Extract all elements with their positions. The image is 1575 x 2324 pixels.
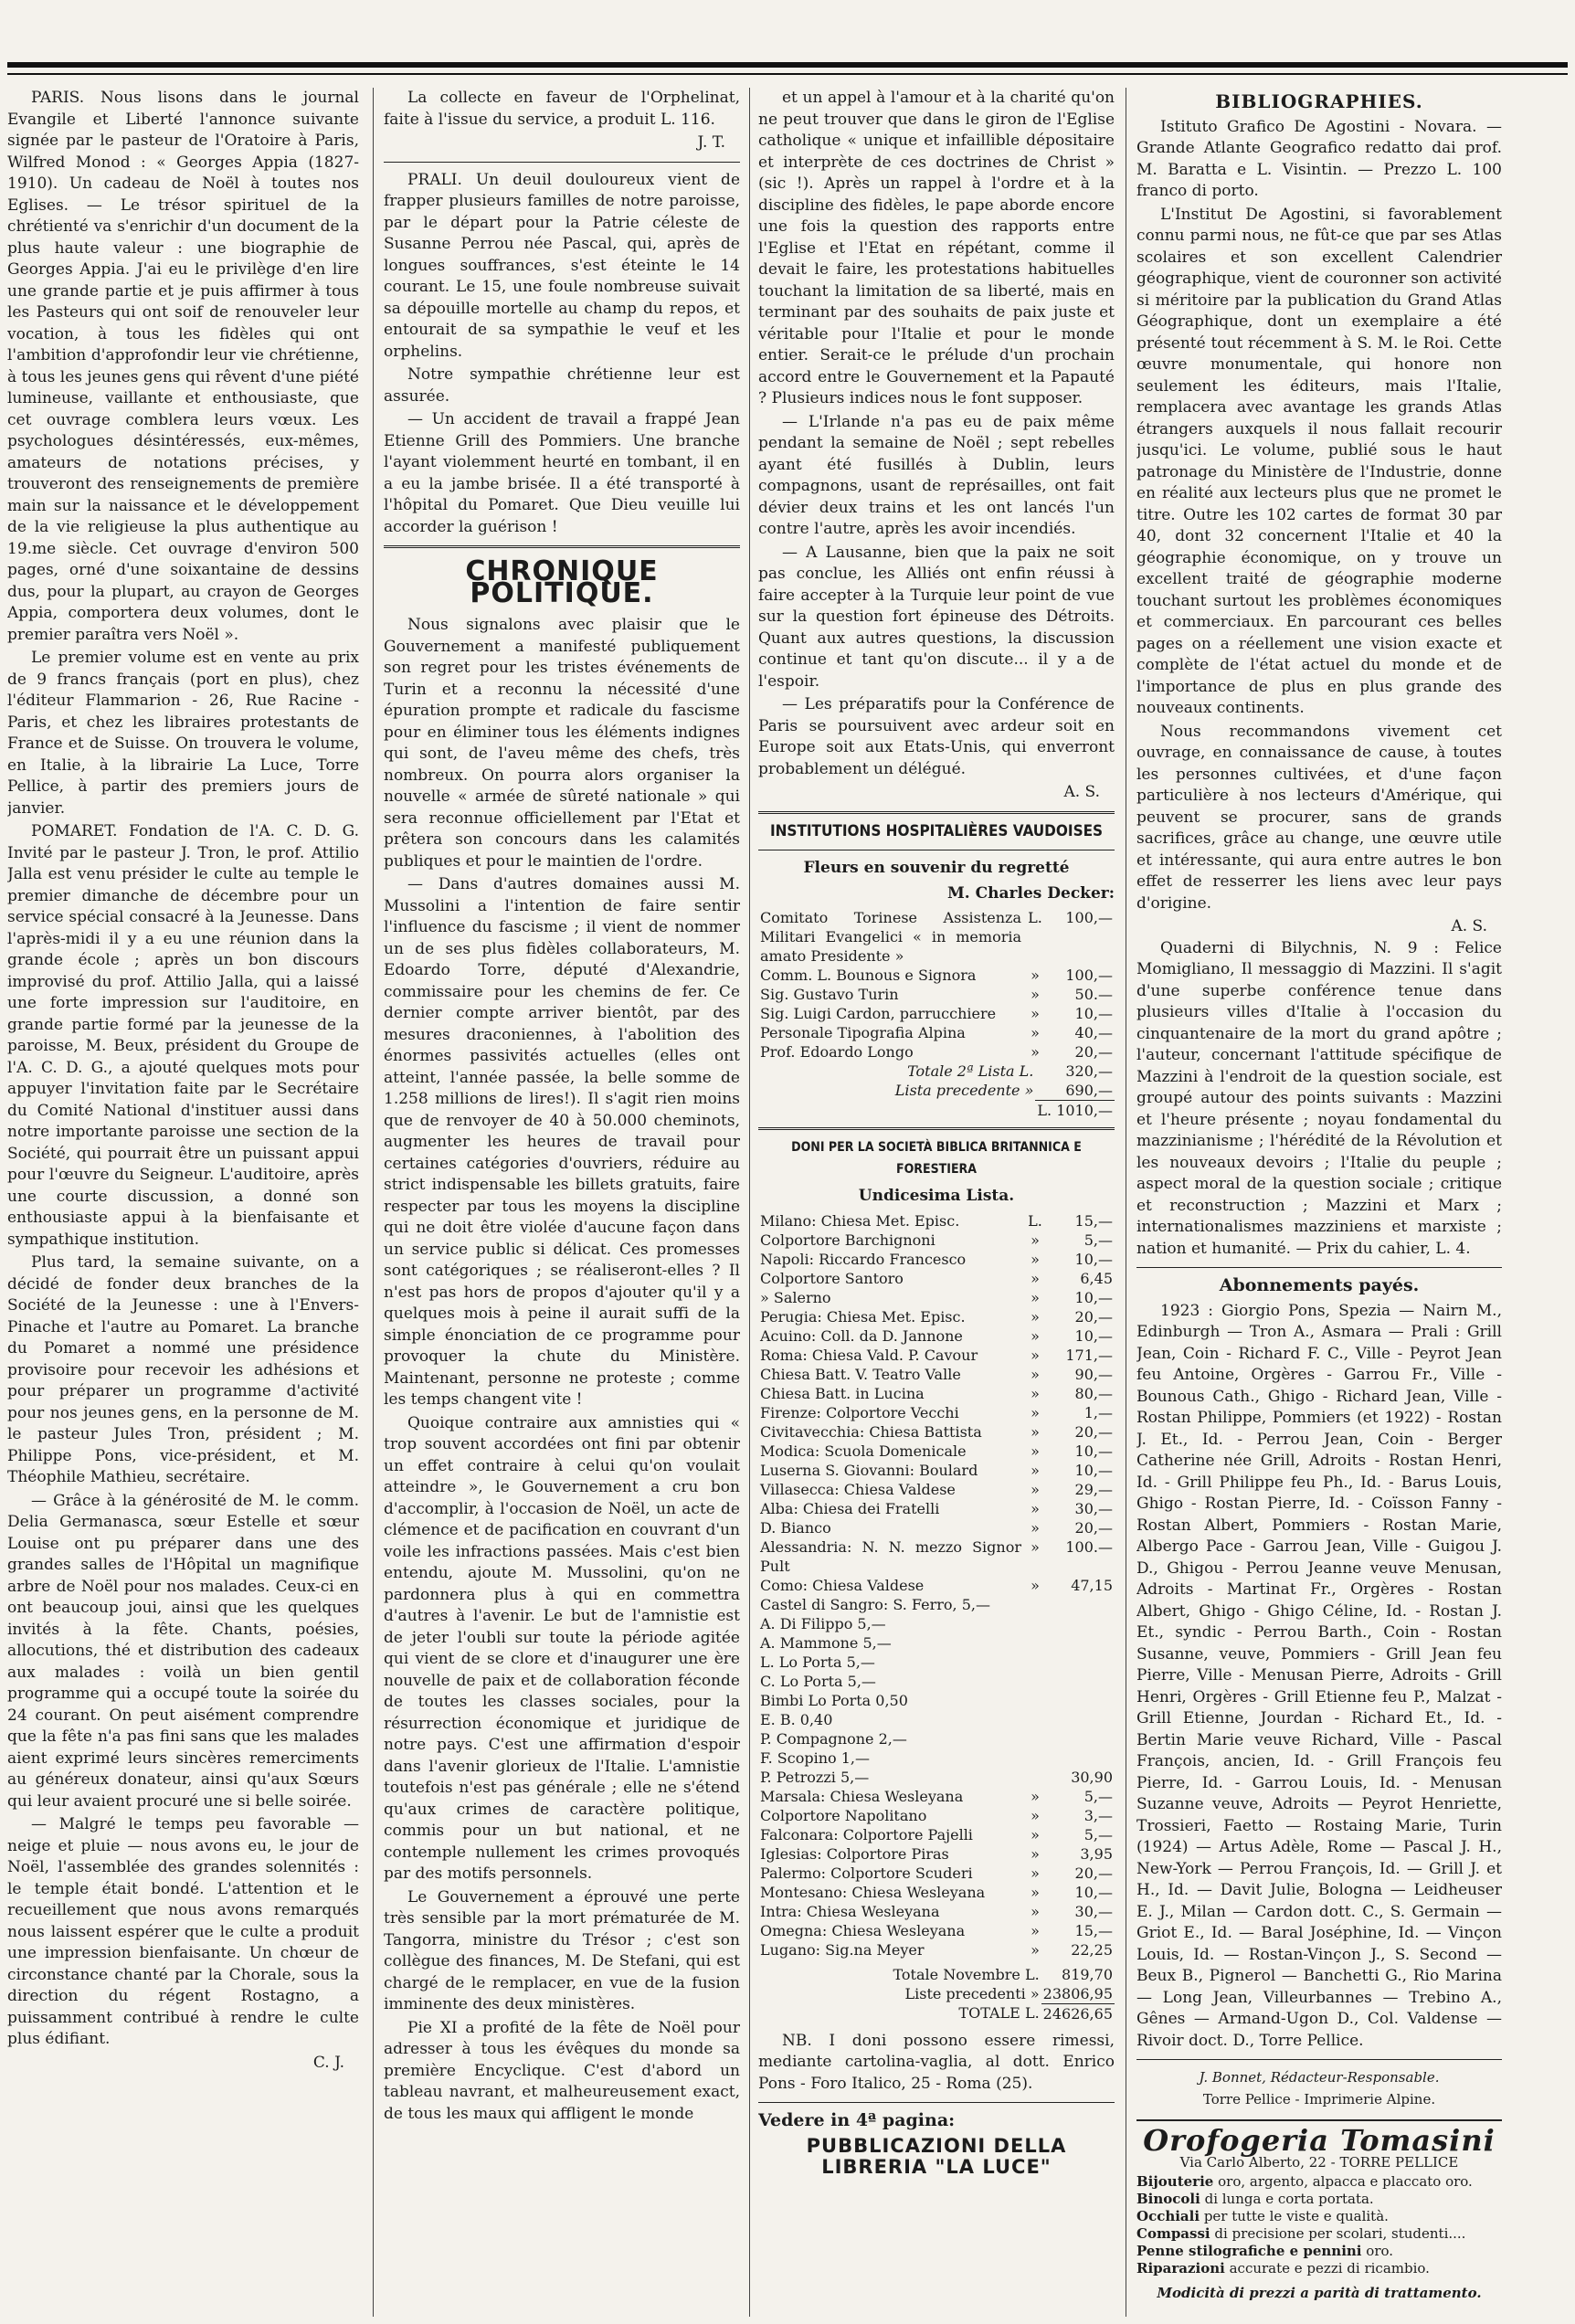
list-item: [758, 1042, 1115, 1062]
divider: [758, 811, 1115, 814]
list-item-unit: [1023, 1653, 1047, 1672]
list-item: [758, 1806, 1115, 1825]
list-item-unit: »: [1031, 1461, 1040, 1479]
divider: [384, 545, 740, 548]
list-item-amount: 30,90: [1071, 1768, 1113, 1786]
list-item-unit: »: [1031, 1883, 1040, 1901]
list-item: [758, 1940, 1115, 1960]
list-item-amount: 100.—: [1065, 1537, 1113, 1556]
biblio-para-2: Nous recommandons vivement cet ouvrage, en connaissance de cause, à toutes les personnes cultivées, et d'une façon particulière à nos lecteurs d'Amérique, qui peuvent se procurer, sans de grands sacrifices, grâce au change, une œuvre utile et intéressante, qui aura entre autres le bon effet de resserrer les liens avec leur pays d'origine.: [1136, 722, 1502, 913]
signature-cj: C. J.: [312, 2053, 344, 2072]
chronique-para-5: Pie XI a profité de la fête de Noël pour adresser à tous les évêques du monde sa première Encyclique. C'est d'abord un tableau navrant, et malheureusement exact, de tous les maux qui affligent le monde: [384, 2018, 740, 2123]
prec-value: 690,—: [1065, 1082, 1113, 1099]
list-item-unit: [1023, 1748, 1047, 1768]
ad-line-text: oro.: [1361, 2243, 1394, 2259]
chronique-para-2: — Dans d'autres domaines aussi M. Mussolini a l'intention de faire sentir l'influence du fascisme ; il vient de nommer un de ses plus fidèles collaborateurs, M. Edoardo Torre, député d'Alexandrie, commissaire pour les chemins de fer. Ce dernier compte arriver bientôt, par des mesures draconiennes, à l'abolition des énormes passivités actuelles (elles ont atteint, l'année passée, la belle somme de 1.258 millions de lires!). Il s'agit rien moins que de renvoyer de 40 à 50.000 cheminots, augmenter les heures de travail pour certaines catégories d'ouvriers, réduire au strict indispensable les billets gratuits, faire respecter par tous les moyens la discipline qui ne doit être violée d'aucune façon dans un service public si délicat. Ces promesses sont catégoriques ; se réaliseront-elles ? Il n'est pas hors de propos d'ajouter qu'il y a quelques mois à peine il aurait suffi de la simple énonciation de ce programme pour provoquer la chute du Ministère. Maintenant, personne ne proteste ; comme les temps changent vite !: [384, 875, 740, 1409]
chronique-cont-3: — A Lausanne, bien que la paix ne soit pas conclue, les Alliés ont enfin réussi à faire accepter à la Turquie leur point de vue sur la question fort épineuse des Détroits. Quant aux autres questions, la discussion continue et tant qu'on discute... il y a de l'espoir.: [758, 543, 1115, 691]
list-item-name: Marsala: Chiesa Wesleyana: [760, 1787, 964, 1805]
list-item-unit: »: [1031, 1043, 1040, 1061]
list-item-name: Colportore Barchignoni: [760, 1231, 935, 1249]
list-item-name: » Salerno: [760, 1288, 831, 1306]
list-item-name: Villasecca: Chiesa Valdese: [760, 1480, 956, 1498]
list-item: [758, 1480, 1115, 1499]
list-item-name: Castel di Sangro: S. Ferro, 5,—: [760, 1595, 990, 1613]
list-item: [758, 966, 1115, 985]
list-item-amount: 80,—: [1074, 1384, 1113, 1402]
column-separator: [749, 88, 750, 2317]
list-item-amount: 5,—: [1083, 1231, 1113, 1249]
list-item-amount: 50.—: [1074, 986, 1113, 1003]
list-item-name: Perugia: Chiesa Met. Episc.: [760, 1307, 966, 1326]
fleurs-name: M. Charles Decker:: [946, 883, 1115, 903]
ad-line: [1136, 2191, 1502, 2208]
list-item: [758, 1499, 1115, 1518]
list-item-name: A. Di Filippo 5,—: [760, 1614, 886, 1632]
list-item-amount: 10,—: [1074, 1442, 1113, 1460]
list-item-unit: L.: [1028, 909, 1042, 926]
list-item-name: D. Bianco: [760, 1518, 831, 1537]
list-item: [758, 1422, 1115, 1442]
list-item-unit: L.: [1028, 1211, 1042, 1230]
list-item-name: L. Lo Porta 5,—: [760, 1653, 875, 1671]
list-item: [758, 1442, 1115, 1461]
list-item-amount: 171,—: [1065, 1346, 1113, 1364]
ad-line: [1136, 2208, 1502, 2225]
ad-footer: Modicità di prezzi a parità di trattamento.: [1157, 2285, 1482, 2301]
heading-chronique: CHRONIQUE POLITIQUE.: [465, 555, 659, 609]
biblio-para-1: L'Institut De Agostini, si favorablement connu parmi nous, ne fût-ce que par ses Atlas scolaires et son excellent Calendrier géographique, vient de couronner son activité si méritoire par la publication du Grand Atlas Géographique, dont un exemplaire a été présenté tout récemment à S. M. le Roi. Cette œuvre monumentale, qui honore non seulement les éditeurs, mais l'Italie, remplacera avec avantage les grands Atlas étrangers auxquels il nous fallait recourir jusqu'ici. Le volume, publié sous le haut patronage du Ministère de l'Industrie, donne en réalité aux lecteurs plus que ne promet le titre. Outre les 102 cartes de format 30 par 40, dont 32 concernent l'Italie et 40 la géographie économique, on y trouve un excellent traité de géographie moderne touchant surtout les problèmes économiques et commerciaux. En parcourant ces belles pages on a réellement une vision exacte et complète de l'état actuel du monde et de l'importance de plus en plus grande des nouveaux continents.: [1136, 205, 1502, 717]
divider: [758, 2102, 1115, 2103]
chronique-cont-1: et un appel à l'amour et à la charité qu'on ne peut trouver que dans le giron de l'Eglise catholique « unique et infaillible dépositaire et interprète de ces doctrines de Christ » (sic !). Après un rappel à l'ordre et à la discipline des fidèles, le pape aborde encore une fois la question des rapports entre l'Eglise et l'Etat en répétant, comme il devait le faire, les protestations habituelles touchant la limitation de sa liberté, mais en terminant par des souhaits de paix juste et véritable pour l'Italie et pour le monde entier. Serait-ce le prélude d'un prochain accord entre le Gouvernement et la Papauté ? Plusieurs indices nous le font supposer.: [758, 89, 1115, 407]
list-item-name: Comm. L. Bounous e Signora: [760, 967, 977, 984]
list-item-amount: 10,—: [1074, 1461, 1113, 1479]
list-item: [758, 1768, 1115, 1787]
ad-line: [1136, 2173, 1502, 2191]
fleurs-heading: Fleurs en souvenir du regretté: [803, 859, 1070, 877]
divider: [384, 162, 740, 163]
list-item: [758, 1288, 1115, 1307]
list-item-unit: [1023, 1633, 1047, 1653]
list-item-name: Sig. Luigi Cardon, parrucchiere: [760, 1005, 997, 1022]
list-item-amount: 20,—: [1074, 1307, 1113, 1326]
list-item-amount: 20,—: [1074, 1043, 1113, 1061]
list-item-unit: »: [1031, 986, 1040, 1003]
column-2: [384, 88, 740, 2317]
list-item-amount: 1,—: [1083, 1403, 1113, 1421]
ad-line-key: Penne stilografiche e pennini: [1136, 2243, 1362, 2259]
ad-line-text: accurate e pezzi di ricambio.: [1224, 2260, 1430, 2276]
ad-line-text: di lunga e corta portata.: [1200, 2191, 1374, 2207]
list-item: [758, 1461, 1115, 1480]
redacteur-line: J. Bonnet, Rédacteur-Responsable.: [1199, 2069, 1440, 2086]
list-item: [758, 1269, 1115, 1288]
imprimerie-line: Torre Pellice - Imprimerie Alpine.: [1202, 2090, 1436, 2107]
heading-institutions: INSTITUTIONS HOSPITALIÈRES VAUDOISES: [769, 821, 1104, 840]
article-paris: PARIS. Nous lisons dans le journal Evangile et Liberté l'annonce suivante signée par le pasteur de l'Oratoire à Paris, Wilfred Monod : « Georges Appia (1827-1910). Un cadeau de Noël à toutes nos Eglises. — Le trésor spirituel de la chrétienté va s'enrichir d'un document de la plus haute valeur : une biographie de Georges Appia. J'ai eu le privilège d'en lire une grande partie et je puis affirmer à tous les Pasteurs qui ont soif de renouveler leur vocation, à tous les fidèles qui ont l'ambition d'approfondir leur vie chrétienne, à tous les jeunes gens qui rêvent d'une piété lumineuse, vaillante et enthousiaste, que cet ouvrage comblera leurs vœux. Les psychologues désintéressés, eux-mêmes, amateurs de notations précises, y trouveront des renseignements de première main sur la naissance et le développement de la vie religieuse la plus authentique au 19.me siècle. Cet ouvrage d'environ 500 pages, orné d'une soixantaine de dessins dus, pour la plupart, au crayon de Georges Appia, comportera deux volumes, dont le premier paraîtra vers Noël ».: [7, 89, 359, 644]
list-item: [758, 1231, 1115, 1250]
list-item-amount: [1047, 1710, 1115, 1729]
ad-line-key: Occhiali: [1136, 2208, 1200, 2224]
list-item: [758, 1537, 1115, 1576]
totnov-value: 819,70: [1062, 1965, 1113, 1983]
list-item-name: Colportore Napolitano: [760, 1806, 927, 1824]
list-item-amount: 30,—: [1074, 1902, 1113, 1920]
list-item-unit: [1023, 1614, 1047, 1633]
quaderni-text: Quaderni di Bilychnis, N. 9 : Felice Momigliano, Il messaggio di Mazzini. Il s'agit d'une superbe conférence tenue dans plusieurs villes d'Italie à l'occasion du cinquantenaire de la mort du grand apôtre ; l'auteur, concernant l'attitude spécifique de Mazzini à l'endroit de la question sociale, est groupé autour des points suivants : Mazzini et l'heure présente ; noyau fondamental du mazzinianisme ; l'hérédité de la Révolution et les nouveaux devoirs ; l'Italie du peuple ; aspect moral de la question sociale ; critique et reconstruction ; Mazzini et Marx ; internationalismes mazziniens et marxiste ; nation et humanité. — Prix du cahier, L. 4.: [1136, 938, 1502, 1258]
list-item-name: E. B. 0,40: [760, 1710, 833, 1728]
list-item-amount: 30,—: [1074, 1499, 1113, 1517]
list-item-name: F. Scopino 1,—: [760, 1748, 870, 1767]
ad-line-key: Bijouterie: [1136, 2173, 1214, 2190]
list-item-amount: 20,—: [1074, 1518, 1113, 1537]
list-item-name: Acuino: Coll. da D. Jannone: [760, 1326, 963, 1345]
list-item: [758, 1518, 1115, 1537]
list-item: [758, 1825, 1115, 1844]
ad-tomasini: [1136, 2119, 1502, 2305]
list-item-name: Comitato Torinese Assistenza Militari Evangelici « in memoria amato Presidente »: [760, 909, 1021, 965]
list-item-name: Alba: Chiesa dei Fratelli: [760, 1499, 940, 1517]
list-item-amount: 10,—: [1074, 1326, 1113, 1345]
nb-note: NB. I doni possono essere rimessi, mediante cartolina-vaglia, al dott. Enrico Pons - Foro Italico, 25 - Roma (25).: [758, 2031, 1115, 2093]
list-item: [758, 1787, 1115, 1806]
list-item-name: Roma: Chiesa Vald. P. Cavour: [760, 1346, 978, 1364]
chronique-cont-4: — Les préparatifs pour la Conférence de Paris se poursuivent avec ardeur soit en Europe soit aux Etats-Unis, qui enverront probablement un délégué.: [758, 695, 1115, 778]
list-item-amount: 15,—: [1074, 1211, 1113, 1230]
list-item-unit: »: [1031, 1825, 1040, 1843]
list-item-name: Civitavecchia: Chiesa Battista: [760, 1422, 982, 1441]
list-item-amount: 29,—: [1074, 1480, 1113, 1498]
list-item-name: C. Lo Porta 5,—: [760, 1672, 876, 1690]
fleurs-list: [758, 908, 1115, 1062]
list-item-amount: [1047, 1653, 1115, 1672]
totale-label: TOTALE L.: [958, 2004, 1040, 2022]
list-item-amount: [1047, 1633, 1115, 1653]
list-item-unit: »: [1031, 1024, 1040, 1041]
list-item-amount: 10,—: [1074, 1005, 1113, 1022]
list-item-amount: 15,—: [1074, 1921, 1113, 1939]
list-item-name: Palermo: Colportore Scuderi: [760, 1864, 973, 1882]
column-4: [1136, 88, 1502, 2317]
list-item-amount: [1047, 1672, 1115, 1691]
list-item-amount: [1047, 1595, 1115, 1614]
list-item-unit: »: [1031, 967, 1040, 984]
list-item: [758, 1902, 1115, 1921]
list-item-amount: [1047, 1691, 1115, 1710]
list-item-unit: »: [1031, 1250, 1040, 1268]
list-item-unit: »: [1031, 1940, 1040, 1959]
list-item: [758, 1576, 1115, 1595]
list-item-unit: [1023, 1691, 1047, 1710]
list-item-unit: [1023, 1672, 1047, 1691]
list-item-amount: 90,—: [1074, 1365, 1113, 1383]
fleurs-totals: [758, 1062, 1115, 1120]
doni-undicesima: Undicesima Lista.: [858, 1187, 1015, 1205]
list-item-name: Napoli: Riccardo Francesco: [760, 1250, 967, 1268]
list-item-unit: [1023, 1595, 1047, 1614]
list-item: [758, 1883, 1115, 1902]
chronique-cont-2: — L'Irlande n'a pas eu de paix même pendant la semaine de Noël ; sept rebelles ayant été fusillés à Dublin, leurs compagnons, usant de représailles, ont fait dévier deux trains et les ont lancés l'un contre l'autre, après les avoir incendiés.: [758, 412, 1115, 538]
ad-lines: [1136, 2173, 1502, 2277]
list-item-amount: 10,—: [1074, 1250, 1113, 1268]
article-pomaret-4: — Malgré le temps peu favorable — neige et pluie — nous avons eu, le jour de Noël, l'assemblée des grandes solennités : le temple était bondé. L'attention et le recueillement que nous avons remarqués nous laissent espérer que le culte a produit une impression bienfaisante. Un chœur de circonstance chanté par la Chorale, sous la direction du régent Rostagno, a puissamment contribué à rendre le culte plus édifiant.: [7, 1815, 359, 2048]
list-item-amount: 47,15: [1071, 1576, 1113, 1594]
signature-as-2: A. S.: [1451, 917, 1487, 935]
list-item-name: Intra: Chiesa Wesleyana: [760, 1902, 940, 1920]
list-item-unit: »: [1031, 1231, 1040, 1249]
article-prali: PRALI. Un deuil douloureux vient de frapper plusieurs familles de notre paroisse, par le départ pour la Patrie céleste de Susanne Perrou née Pascal, qui, après de longues souffrances, s'est éteinte le 14 courant. Le 15, une foule nombreuse suivait sa dépouille mortelle au champ du repos, et entourait de sa sympathie le veuf et les orphelins.: [384, 170, 740, 361]
signature-as: A. S.: [1063, 783, 1100, 801]
ad-line-text: oro, argento, alpacca e placcato oro.: [1213, 2173, 1473, 2190]
listeprec-label: Liste precedenti »: [904, 1984, 1040, 2002]
list-item-name: Luserna S. Giovanni: Boulard: [760, 1461, 978, 1479]
ad-line: [1136, 2243, 1502, 2260]
list-item-unit: »: [1031, 1403, 1040, 1421]
listeprec-value: 23806,95: [1042, 1984, 1113, 2002]
list-item-amount: 3,—: [1083, 1806, 1113, 1824]
list-item-name: Sig. Gustavo Turin: [760, 986, 899, 1003]
divider: [1136, 1267, 1502, 1268]
abonnements-list: 1923 : Giorgio Pons, Spezia — Nairn M., Edinburgh — Tron A., Asmara — Prali : Grill Jean, Coin - Richard F. C., Ville - Peyrot Jean feu Antoine, Orgères - Garrou Fr., Ville - Bounous Cath., Ghigo - Richard Jean, Ville - Rostan Philippe, Pommiers (et 1922) - Rostan J. Et., Id. - Perrou Jean, Coin - Berger Catherine née Grill, Adroits - Rostan Henri, Id. - Grill Philippe feu Ph., Id. - Barus Louis, Ghigo - Rostan Pierre, Id. - Coïsson Fanny - Rostan Albert, Pommiers - Rostan Marie, Albergo Pace - Garrou Jean, Ville - Guigou J. D., Ghigou - Perrou Jeanne veuve Menusan, Adroits - Martinat Fr., Orgères - Rostan Albert, Ghigo - Ghigo Céline, Id. - Rostan J. Et., syndic - Perrou Barth., Coin - Rostan Susanne, veuve, Pommiers - Grill Jean feu Pierre, Ville - Menusan Pierre, Adroits - Grill Henri, Orgères - Grill Etienne feu P., Malzat - Grill Etienne, Jourdan - Richard Et., Id. - Bertin Marie veuve Richard, Ville - Pascal François, ancien, Id. - Grill François feu Pierre, Id. - Garrou Louis, Id. - Menusan Suzanne veuve, Adroits — Peyrot Henriette, Trossieri, Faetto — Rostaing Marie, Turin (1924) — Artus Adèle, Rome — Pascal J. H., New-York — Perrou François, Id. — Grill J. et H., Id. — Davit Julie, Bologna — Leidheuser E. J., Milan — Cardon dott. C., S. Germain — Griot E., Id. — Baral Joséphine, Id. — Vinçon Louis, Id. — Rostan-Vinçon J., S. Second — Beux B., Pignerol — Banchetti G., Rio Marina — Long Jean, Villeurbannes — Trebino A., Gênes — Armand-Ugon D., Col. Valdense — Rivoir doct. D., Torre Pellice.: [1136, 1301, 1502, 2050]
list-item: [758, 1595, 1115, 1614]
list-item-amount: 20,—: [1074, 1422, 1113, 1441]
list-item: [758, 1211, 1115, 1231]
top-rule: [7, 62, 1568, 68]
list-item-name: Modica: Scuola Domenicale: [760, 1442, 967, 1460]
list-item-unit: »: [1031, 1326, 1040, 1345]
list-item: [758, 1844, 1115, 1864]
list-item-unit: »: [1031, 1442, 1040, 1460]
list-item-unit: »: [1031, 1921, 1040, 1939]
list-item-name: Alessandria: N. N. mezzo Signor Pult: [760, 1537, 1021, 1575]
list-item: [758, 1729, 1115, 1748]
list-item-name: Montesano: Chiesa Wesleyana: [760, 1883, 986, 1901]
list-item-unit: »: [1031, 1902, 1040, 1920]
ad-line-key: Compassi: [1136, 2225, 1210, 2242]
list-item-name: A. Mammone 5,—: [760, 1633, 892, 1652]
ad-line-text: di precisione per scolari, studenti....: [1210, 2225, 1466, 2242]
list-item: [758, 1365, 1115, 1384]
list-item: [758, 1307, 1115, 1326]
signature-jt: J. T.: [697, 133, 725, 152]
list-item-amount: 22,25: [1071, 1940, 1113, 1959]
pubblicazioni-banner: PUBBLICAZIONI DELLA LIBRERIA "LA LUCE": [806, 2134, 1067, 2178]
list-item-unit: »: [1031, 1787, 1040, 1805]
article-prali-3: — Un accident de travail a frappé Jean Etienne Grill des Pommiers. Une branche l'ayant violemment heurté en tombant, il en a eu la jambe brisée. Il a été transporté à l'hôpital du Pomaret. Que Dieu veuille lui accorder la guérison !: [384, 410, 740, 536]
list-item-name: Como: Chiesa Valdese: [760, 1576, 925, 1594]
total-2-value: 320,—: [1065, 1062, 1113, 1080]
collecte-text: La collecte en faveur de l'Orphelinat, faite à l'issue du service, a produit L. 116.: [384, 89, 740, 129]
list-item-amount: 10,—: [1074, 1883, 1113, 1901]
ad-line-key: Riparazioni: [1136, 2260, 1225, 2276]
list-item-amount: 10,—: [1074, 1288, 1113, 1306]
list-item-amount: [1047, 1614, 1115, 1633]
list-item-unit: »: [1031, 1537, 1040, 1556]
heading-doni: DONI PER LA SOCIETÀ BIBLICA BRITANNICA E FORESTIERA: [791, 1140, 1082, 1177]
list-item-name: Omegna: Chiesa Wesleyana: [760, 1921, 966, 1939]
top-rule-thin: [7, 73, 1568, 75]
list-item-unit: »: [1031, 1346, 1040, 1364]
list-item: [758, 1864, 1115, 1883]
article-prali-2: Notre sympathie chrétienne leur est assurée.: [384, 365, 740, 406]
list-item-unit: »: [1031, 1384, 1040, 1402]
list-item: [758, 1004, 1115, 1023]
column-3: [758, 88, 1115, 2317]
list-item-unit: »: [1031, 1365, 1040, 1383]
doni-list: [758, 1211, 1115, 1960]
chronique-para-1: Nous signalons avec plaisir que le Gouvernement a manifesté publiquement son regret pour les tristes événements de Turin et a reconnu la nécessité d'une épuration prompte et radicale du fascisme pour en éliminer tous les éléments indignes qui sont, de l'aveu même des chefs, très nombreux. On pourra alors organiser la nouvelle « armée de sûreté nationale » qui sera reconnue officiellement par l'Etat et prêtera son concours dans les calamités publiques et pour le maintien de l'ordre.: [384, 616, 740, 871]
biblio-entry: Istituto Grafico De Agostini - Novara. — Grande Atlante Geografico redatto dai prof. M. Baratta e L. Visintin. — Prezzo L. 100 franco di porto.: [1136, 117, 1502, 200]
list-item-unit: »: [1031, 1005, 1040, 1022]
article-paris-2: Le premier volume est en vente au prix de 9 francs français (port en plus), chez l'éditeur Flammarion - 26, Rue Racine - Paris, et chez les libraires protestants de France et de Suisse. On trouvera le volume, en Italie, à la librairie La Luce, Torre Pellice, à partir des premiers jours de janvier.: [7, 649, 359, 818]
list-item-unit: »: [1031, 1499, 1040, 1517]
list-item-name: Firenze: Colportore Vecchi: [760, 1403, 959, 1421]
list-item-name: Prof. Edoardo Longo: [760, 1043, 914, 1061]
list-item-amount: 3,95: [1080, 1844, 1113, 1863]
list-item-name: Iglesias: Colportore Piras: [760, 1844, 949, 1863]
list-item: [758, 1614, 1115, 1633]
list-item-unit: »: [1031, 1864, 1040, 1882]
list-item: [758, 1023, 1115, 1042]
list-item: [758, 1384, 1115, 1403]
list-item: [758, 1653, 1115, 1672]
ad-line: [1136, 2225, 1502, 2243]
list-item-unit: »: [1031, 1518, 1040, 1537]
list-item-unit: »: [1031, 1269, 1040, 1287]
ad-line: [1136, 2260, 1502, 2277]
list-item-unit: [1023, 1710, 1047, 1729]
list-item: [758, 1633, 1115, 1653]
prec-label: Lista precedente »: [894, 1082, 1034, 1099]
column-separator: [373, 88, 374, 2317]
list-item-unit: »: [1031, 1844, 1040, 1863]
list-item-amount: 6,45: [1080, 1269, 1113, 1287]
totnov-label: Totale Novembre L.: [893, 1965, 1040, 1983]
chronique-para-3: Quoique contraire aux amnisties qui « trop souvent accordées ont fini par obtenir un effet contraire à celui qu'on voulait atteindre », le Gouvernement a cru bon d'accomplir, à l'occasion de Noël, un acte de clémence et de pacification en couvrant d'un voile les infractions passées. Mais c'est bien entendu, ajoute M. Mussolini, qu'on ne pardonnera plus à qui en commettra d'autres à l'avenir. Le but de l'amnistie est de jeter l'oubli sur toute la période agitée qui vient de se clore et d'inaugurer une ère nouvelle de paix et de collaboration féconde de toutes les classes sociales, pour la résurrection économique et juridique de notre pays. C'est une affirmation d'espoir dans l'avenir glorieux de l'Italie. L'amnistie toutefois n'est pas générale ; elle ne s'étend qu'aux crimes de caractère politique, commis pour un but national, et ne contemple nullement les crimes provoqués par des motifs personnels.: [384, 1413, 740, 1883]
list-item-amount: 5,—: [1083, 1787, 1113, 1805]
list-item: [758, 1921, 1115, 1940]
list-item-amount: 100,—: [1065, 967, 1113, 984]
list-item-name: P. Compagnone 2,—: [760, 1729, 907, 1748]
divider: [758, 1127, 1115, 1130]
list-item-unit: »: [1031, 1806, 1040, 1824]
list-item: [758, 1710, 1115, 1729]
list-item: [758, 1326, 1115, 1346]
list-item-unit: »: [1031, 1422, 1040, 1441]
list-item-name: Bimbi Lo Porta 0,50: [760, 1691, 908, 1709]
list-item: [758, 1250, 1115, 1269]
list-item-name: Lugano: Sig.na Meyer: [760, 1940, 925, 1959]
ad-title: Orofogeria Tomasini: [1143, 2123, 1496, 2158]
list-item-unit: »: [1031, 1288, 1040, 1306]
list-item-unit: [1023, 1729, 1047, 1748]
list-item-unit: »: [1031, 1480, 1040, 1498]
list-item-amount: 5,—: [1083, 1825, 1113, 1843]
list-item: [758, 1346, 1115, 1365]
column-1: [7, 88, 359, 2317]
list-item-amount: 20,—: [1074, 1864, 1113, 1882]
vedere-label: Vedere in 4ª pagina:: [758, 2110, 956, 2130]
total-2-label: Totale 2ª Lista L.: [907, 1062, 1034, 1080]
list-item-unit: [1023, 1768, 1047, 1787]
list-item-amount: 100,—: [1065, 909, 1113, 926]
list-item: [758, 985, 1115, 1004]
list-item: [758, 1691, 1115, 1710]
list-item: [758, 908, 1115, 966]
totale-value: 24626,65: [1042, 2004, 1113, 2023]
list-item-name: Personale Tipografia Alpina: [760, 1024, 966, 1041]
ad-line-key: Binocoli: [1136, 2191, 1200, 2207]
list-item-amount: [1047, 1729, 1115, 1748]
list-item-amount: 40,—: [1074, 1024, 1113, 1041]
article-pomaret-2: Plus tard, la semaine suivante, on a décidé de fonder deux branches de la Société de la Jeunesse : une à l'Envers-Pinache et l'autre au Pomaret. La branche du Pomaret a nommé une présidence provisoire pour recevoir les adhésions et pour préparer un programme d'activité pour nos jeunes gens, en la personne de M. le pasteur Jules Tron, président ; M. Philippe Pons, vice-président, et M. Théophile Mathieu, secrétaire.: [7, 1253, 359, 1486]
chronique-para-4: Le Gouvernement a éprouvé une perte très sensible par la mort prématurée de M. Tangorra, ministre du Trésor ; c'est son collègue des finances, M. De Stefani, qui est chargé de le remplacer, en vue de la fusion imminente des deux ministères.: [384, 1887, 740, 2013]
list-item-unit: »: [1031, 1576, 1040, 1594]
article-pomaret: POMARET. Fondation de l'A. C. D. G. Invité par le pasteur J. Tron, le prof. Attilio Jalla est venu présider le culte au temple le premier dimanche de décembre pour un service spécial consacré à la Jeunesse. Dans l'après-midi il y a eu une réunion dans la grande école ; après un bon discours improvisé du prof. Attilio Jalla, qui a laissé une forte impression sur l'auditoire, en grande partie formé par la jeunesse de la paroisse, M. Beux, président du Groupe de l'A. C. D. G., a ajouté quelques mots pour appuyer l'invitation faite par le Secrétaire du Comité National d'instituer aussi dans notre importante paroisse une section de la Société, qui pourrait être un puissant appui pour l'œuvre du Seigneur. L'auditoire, après une courte discussion, a donné son enthousiaste appui à la bienfaisante et sympathique institution.: [7, 822, 359, 1249]
heading-abonnements: Abonnements payés.: [1219, 1275, 1420, 1295]
list-item-name: Milano: Chiesa Met. Episc.: [760, 1211, 960, 1230]
doni-totals: [758, 1965, 1115, 2023]
divider: [1136, 2059, 1502, 2060]
list-item: [758, 1403, 1115, 1422]
list-item-name: Colportore Santoro: [760, 1269, 904, 1287]
list-item: [758, 1672, 1115, 1691]
heading-bibliographies: BIBLIOGRAPHIES.: [1215, 90, 1423, 112]
list-item: [758, 1748, 1115, 1768]
total-final: L. 1010,—: [1037, 1102, 1113, 1119]
ad-address: Via Carlo Alberto, 22 - TORRE PELLICE: [1179, 2153, 1459, 2171]
list-item-name: P. Petrozzi 5,—: [760, 1768, 870, 1786]
list-item-name: Chiesa Batt. V. Teatro Valle: [760, 1365, 961, 1383]
list-item-amount: [1047, 1748, 1115, 1768]
list-item-name: Chiesa Batt. in Lucina: [760, 1384, 925, 1402]
article-pomaret-3: — Grâce à la générosité de M. le comm. Delia Germanasca, sœur Estelle et sœur Louise ont pu préparer dans une des grandes salles de l'Hôpital un magnifique arbre de Noël pour nos malades. Ceux-ci en ont beaucoup joui, ainsi que les quelques invités à la fête. Chants, poésies, allocutions, thé et distribution des cadeaux aux malades : voilà un bien gentil programme qui a occupé toute la soirée du 24 courant. On peut aisément comprendre que la fête n'a pas fini sans que les malades aient exprimé leurs sincères remerciments au généreux donateur, ainsi qu'aux Sœurs qui leur avaient procuré une si belle soirée.: [7, 1491, 359, 1811]
list-item-unit: »: [1031, 1307, 1040, 1326]
list-item-name: Falconara: Colportore Pajelli: [760, 1825, 973, 1843]
ad-line-text: per tutte le viste e qualità.: [1200, 2208, 1389, 2224]
